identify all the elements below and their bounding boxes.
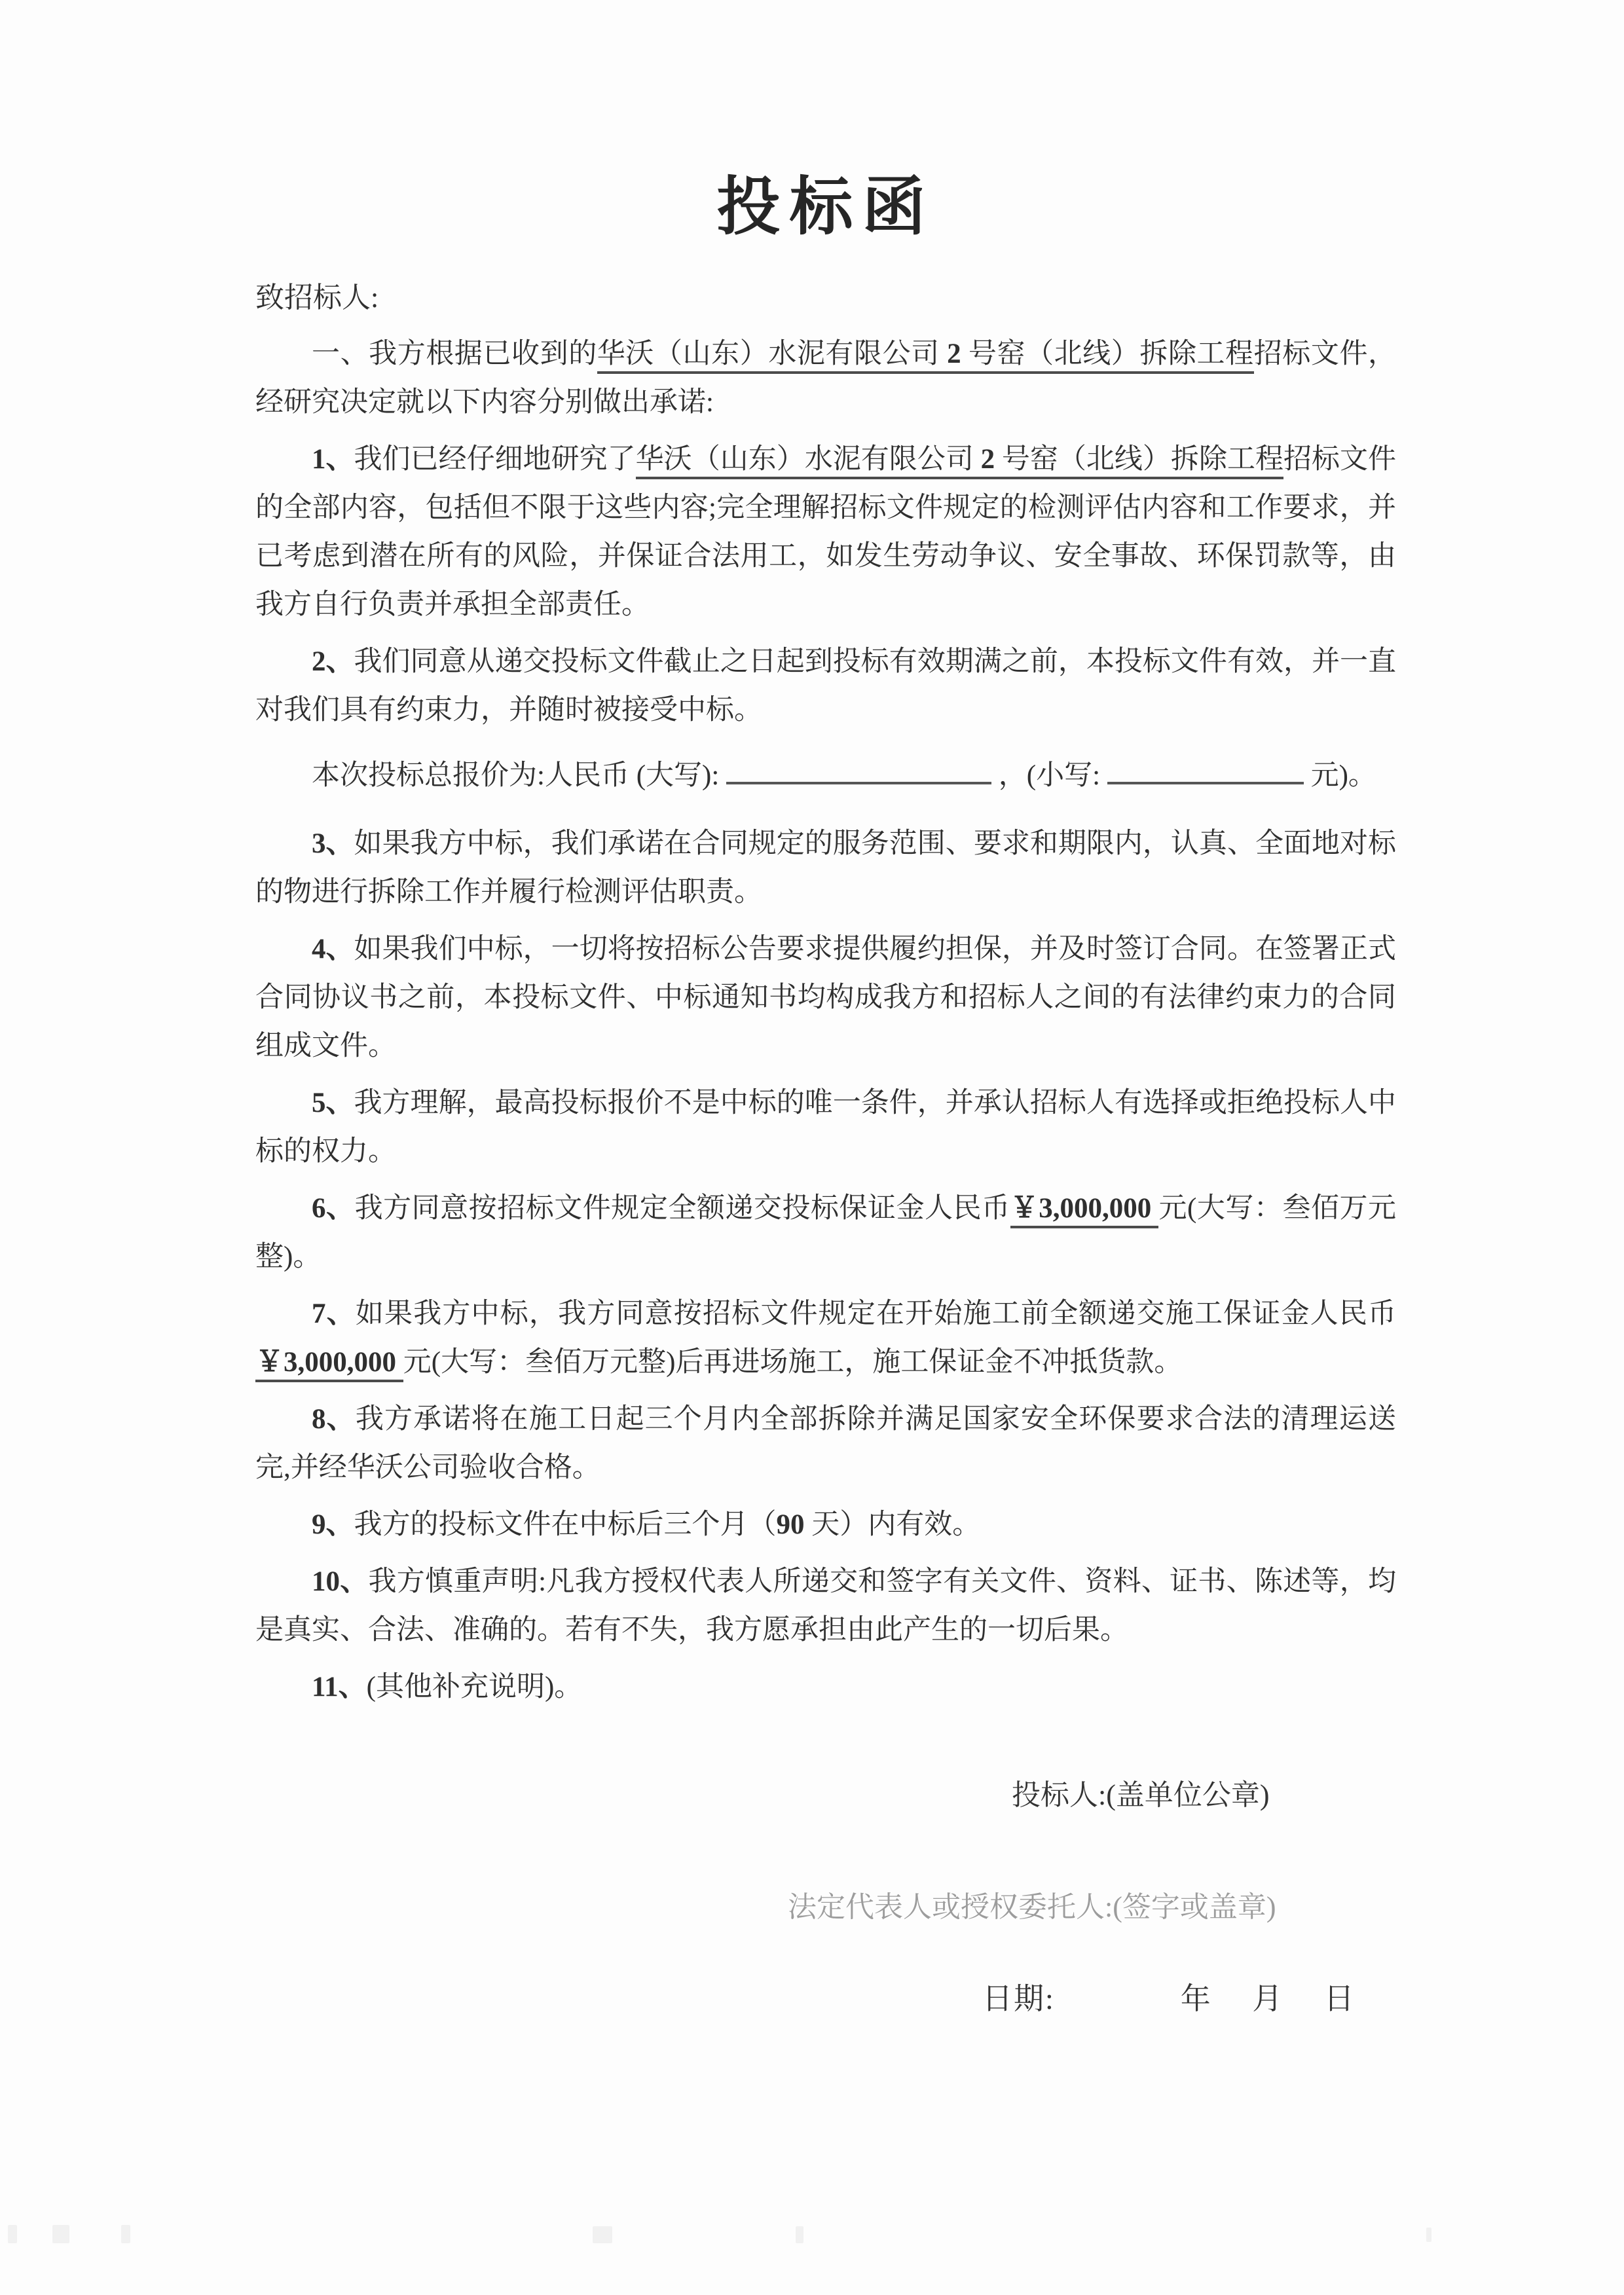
text-segment: 1、 <box>312 444 354 475</box>
underlined-text: 2 <box>947 339 961 374</box>
underlined-text: 华沃（山东）水泥有限公司 <box>597 339 947 374</box>
text-segment: 本次投标总报价为:人民币 (大写): <box>312 760 727 791</box>
text-segment: 10、 <box>312 1566 369 1597</box>
text-segment: (其他补充说明)。 <box>366 1672 583 1702</box>
text-segment: 元)。 <box>1303 760 1376 791</box>
text-segment: 我们已经仔细地研究了 <box>354 444 636 475</box>
fill-in-blank-line <box>1107 756 1304 784</box>
text-segment: 一、我方根据已收到的 <box>312 339 597 369</box>
text-segment: 我方的投标文件在中标后三个月（ <box>354 1509 777 1540</box>
text-segment: 9、 <box>312 1509 354 1540</box>
date-line: 日期: 年 月 日 <box>982 1982 1356 2015</box>
text-segment: 元(大写：叁佰万元整)后再进场施工，施工保证金不冲抵货款。 <box>403 1347 1183 1378</box>
paragraph <box>255 638 1396 735</box>
paragraph <box>255 1184 1396 1281</box>
text-segment: 我方同意按招标文件规定全额递交投标保证金人民币 <box>354 1193 1010 1224</box>
text-segment: 招标文件，经研究决定就以下内容分别做出承诺: <box>255 339 1397 418</box>
scan-artifact <box>121 2225 130 2243</box>
paragraph <box>255 1663 1396 1712</box>
underlined-text: 2 <box>981 444 995 479</box>
underlined-text: ￥3,000,000 <box>255 1347 403 1382</box>
text-segment: 90 <box>776 1509 805 1540</box>
scan-artifact <box>8 2225 17 2243</box>
text-segment: 我方理解，最高投标报价不是中标的唯一条件，并承认招标人有选择或拒绝投标人中标的权力。 <box>255 1088 1397 1167</box>
text-segment: 6、 <box>312 1193 355 1224</box>
paragraph <box>255 925 1396 1071</box>
text-segment: 我们同意从递交投标文件截止之日起到投标有效期满之前，本投标文件有效，并一直对我们具有约束力，并随时被接受中标。 <box>255 646 1397 725</box>
text-segment: 8、 <box>312 1404 356 1435</box>
scan-artifact <box>52 2225 69 2243</box>
text-segment: 招标文件的全部内容，包括但不限于这些内容;完全理解招标文件规定的检测评估内容和工作要求，并已考虑到潜在所有的风险，并保证合法用工，如发生劳动争议、安全事故、环保罚款等，由我方自行负责并承担全部责任。 <box>255 444 1397 620</box>
text-segment: 2、 <box>312 646 354 677</box>
paragraph <box>255 1558 1396 1655</box>
paragraph <box>255 1501 1396 1549</box>
paragraph <box>255 1079 1396 1176</box>
text-segment: 如果我方中标，我方同意按招标文件规定在开始施工前全额递交施工保证金人民币 <box>355 1298 1397 1329</box>
paragraph-list <box>255 330 1396 1712</box>
scan-artifact <box>1426 2228 1431 2242</box>
bidder-seal-line: 投标人:(盖单位公章) <box>1012 1779 1270 1811</box>
salutation: 致招标人: <box>255 282 379 314</box>
text-segment: 11、 <box>312 1672 367 1702</box>
document-body <box>255 165 1396 1720</box>
document-title: 投标函 <box>716 172 935 242</box>
text-segment: 5、 <box>312 1088 354 1118</box>
fill-in-blank-line <box>726 756 991 784</box>
scan-artifact <box>593 2226 612 2243</box>
text-segment: 元(大写：叁佰万元整)。 <box>255 1193 1397 1272</box>
text-segment: ，(小写: <box>991 760 1107 791</box>
paragraph <box>255 752 1396 800</box>
underlined-text: ￥3,000,000 <box>1010 1193 1159 1228</box>
underlined-text: 号窑（北线）拆除工程 <box>961 339 1254 374</box>
underlined-text: 华沃（山东）水泥有限公司 <box>636 444 981 479</box>
text-segment: 4、 <box>312 934 354 964</box>
legal-representative-sign-line: 法定代表人或授权委托人:(签字或盖章) <box>788 1891 1276 1923</box>
text-segment: 3、 <box>312 828 354 859</box>
text-segment: 我方慎重声明:凡我方授权代表人所递交和签字有关文件、资料、证书、陈述等，均是真实、合法、准确的。若有不失，我方愿承担由此产生的一切后果。 <box>255 1566 1396 1645</box>
paragraph <box>255 435 1396 629</box>
scan-artifact <box>796 2226 803 2243</box>
text-segment: 天）内有效。 <box>804 1509 981 1540</box>
text-segment: 我方承诺将在施工日起三个月内全部拆除并满足国家安全环保要求合法的清理运送完,并经华沃公司验收合格。 <box>255 1404 1397 1483</box>
text-segment: 如果我们中标，一切将按招标公告要求提供履约担保，并及时签订合同。在签署正式合同协议书之前，本投标文件、中标通知书均构成我方和招标人之间的有法律约束力的合同组成文件。 <box>255 934 1397 1061</box>
paragraph <box>255 1395 1396 1492</box>
paragraph <box>255 820 1396 917</box>
paragraph <box>255 330 1396 427</box>
text-segment: 如果我方中标，我们承诺在合同规定的服务范围、要求和期限内，认真、全面地对标的物进行拆除工作并履行检测评估职责。 <box>255 828 1397 908</box>
paragraph <box>255 1290 1396 1387</box>
text-segment: 7、 <box>312 1298 356 1329</box>
underlined-text: 号窑（北线）拆除工程 <box>995 444 1283 479</box>
